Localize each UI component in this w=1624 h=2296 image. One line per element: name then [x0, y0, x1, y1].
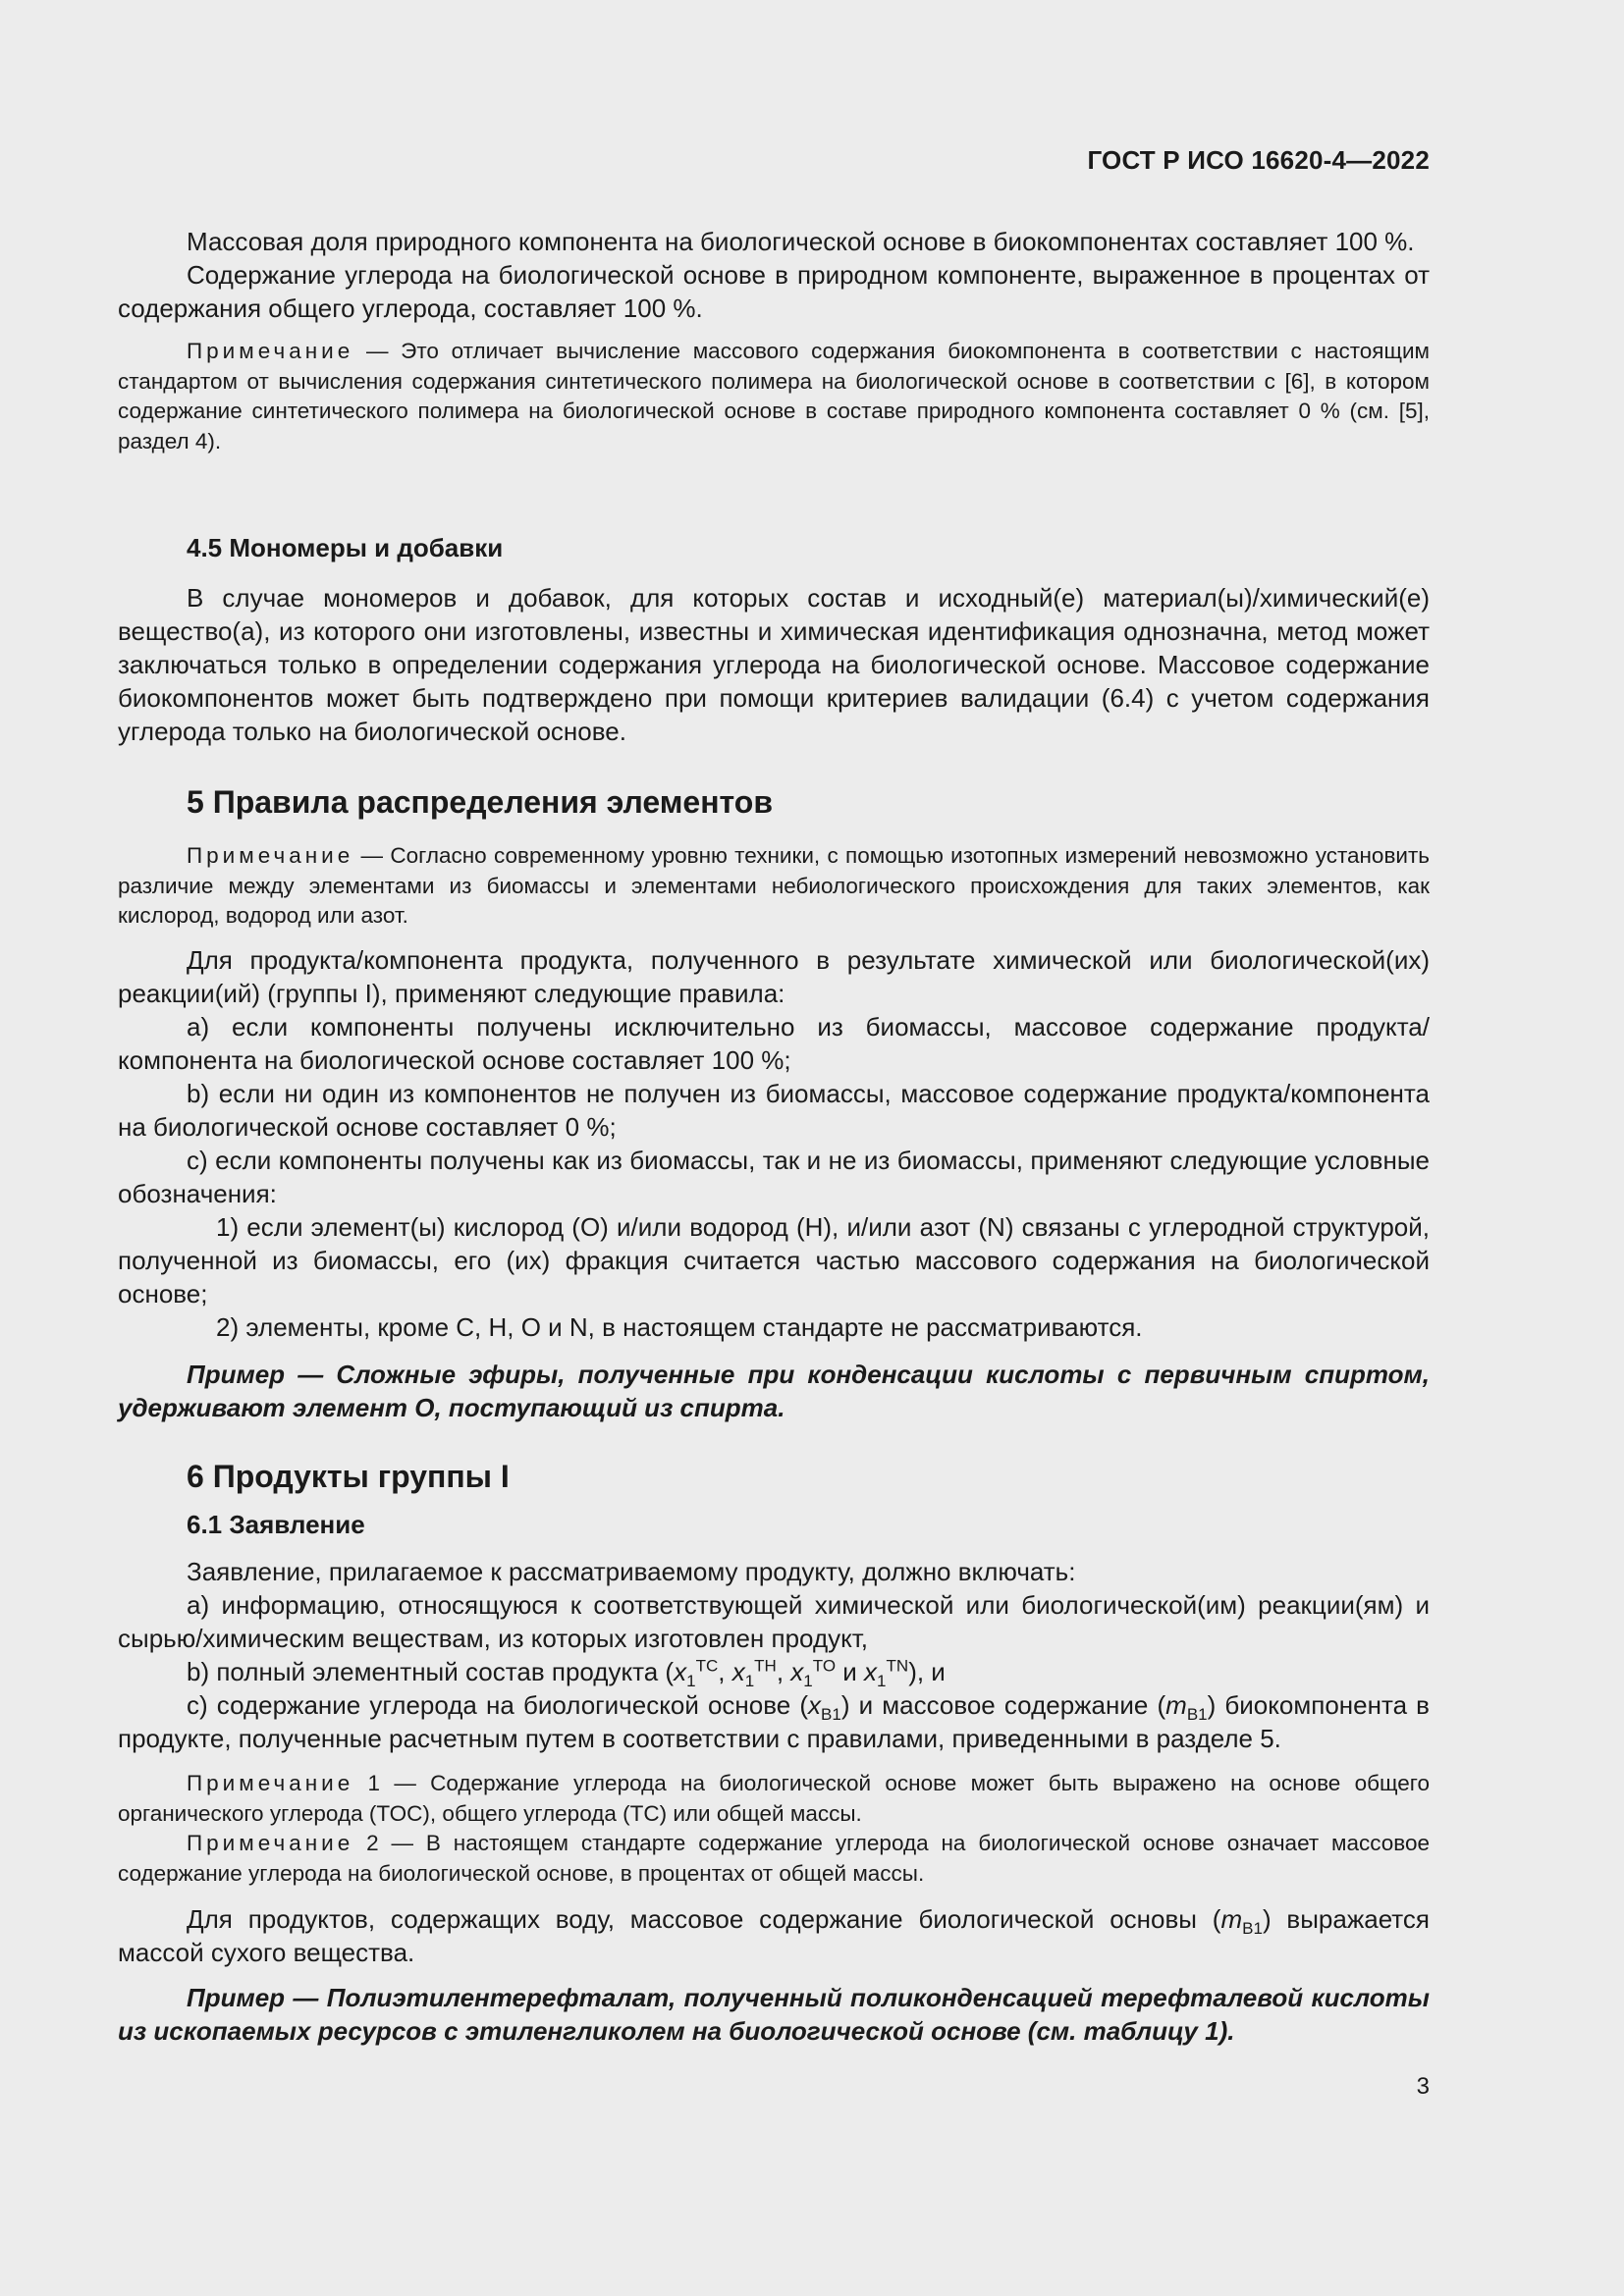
- note-label: Примечание: [187, 1771, 354, 1795]
- paragraph: Массовая доля природного компонента на биологической основе в биокомпонентах составляет 100 %.: [187, 227, 1415, 256]
- paragraph: Для продукта/компонента продукта, полученного в результате химической или биологической(их) реакции(ий) (группы I), применяют следующие правила:: [118, 944, 1430, 1008]
- intro-block: [118, 225, 1430, 456]
- subsection-heading: 6.1 Заявление: [187, 1510, 365, 1539]
- section-heading: 5 Правила распределения элементов: [187, 784, 773, 820]
- paragraph: Содержание углерода на биологической основе в природном компоненте, выраженное в процентах от содержания общего углерода, составляет 100 %.: [118, 260, 1430, 323]
- note-text: — Согласно современному уровню техники, с помощью изотопных измерений невозможно установить различие между элементами из биомассы и элементами небиологического происхождения для таких элементов, как кислород, водород или азот.: [118, 843, 1430, 928]
- note-label: Примечание: [187, 1831, 354, 1855]
- paragraph: Заявление, прилагаемое к рассматриваемому продукту, должно включать:: [187, 1557, 1076, 1586]
- example: Пример — Полиэтилентерефталат, полученный поликонденсацией терефталевой кислоты из ископаемых ресурсов с этиленгликолем на биологической основе (см. таблицу 1).: [118, 1983, 1430, 2046]
- paragraph: В случае мономеров и добавок, для которых состав и исходный(е) материал(ы)/химический(е) вещество(а), из которого они изготовлены, известны и химическая идентификация однозначна, метод может заключаться только в определении содержания углерода на биологической основе. Массовое содержание биокомпонентов может быть подтверждено при помощи критериев валидации (6.4) с учетом содержания углерода только на биологической основе.: [118, 583, 1430, 746]
- paragraph: Для продуктов, содержащих воду, массовое содержание биологической основы $(m_{B1})$ выражается массой сухого вещества.: [118, 1904, 1430, 1967]
- list-item-c: c) содержание углерода на биологической основе $(x_{B1})$ и массовое содержание $(m_{B1})$ биокомпонента в продукте, полученные расчетным путем в соответствии с правилами, приведенными в разделе 5.: [118, 1690, 1430, 1753]
- list-item: c) если компоненты получены как из биомассы, так и не из биомассы, применяют следующие условные обозначения:: [118, 1145, 1430, 1208]
- section-heading: 4.5 Мономеры и добавки: [187, 533, 504, 562]
- page-number: 3: [1416, 2073, 1430, 2100]
- document-code-header: ГОСТ Р ИСО 16620-4—2022: [1087, 145, 1430, 175]
- note: [118, 337, 1430, 456]
- list-item-b: b) полный элементный состав продукта ($x_1^{TC}$, $x_1^{TH}$, $x_1^{TO}$ и $x_1^{TN}$), и: [187, 1656, 946, 1691]
- note: [118, 841, 1430, 932]
- note-text: 2 — В настоящем стандарте содержание углерода на биологической основе означает массовое содержание углерода на биологической основе, в процентах от общей массы.: [118, 1831, 1430, 1886]
- example: Пример — Сложные эфиры, полученные при конденсации кислоты с первичным спиртом, удерживают элемент O, поступающий из спирта.: [118, 1359, 1430, 1422]
- list-item: a) если компоненты получены исключительно из биомассы, массовое содержание продукта/компонента на биологической основе составляет 100 %;: [118, 1011, 1430, 1075]
- note-text: — Это отличает вычисление массового содержания биокомпонента в соответствии с настоящим стандартом от вычисления содержания синтетического полимера на биологической основе в соответствии с [6], в котором содержание синтетического полимера на биологической основе в составе природного компонента составляет 0 % (см. [5], раздел 4).: [118, 339, 1430, 454]
- list-item: b) если ни один из компонентов не получен из биомассы, массовое содержание продукта/компонента на биологической основе составляет 0 %;: [118, 1078, 1430, 1142]
- section-heading: 6 Продукты группы I: [187, 1459, 510, 1494]
- section-4-5: [118, 531, 1430, 748]
- list-item: а) информацию, относящуюся к соответствующей химической или биологической(им) реакции(ям) и сырью/химическим веществам, из которых изготовлен продукт,: [118, 1590, 1430, 1653]
- section-5: [118, 782, 1430, 1424]
- note: [118, 1829, 1430, 1889]
- note-label: Примечание: [187, 843, 354, 868]
- note-text: 1 — Содержание углерода на биологической основе может быть выражено на основе общего органического углерода (TOC), общего углерода (TC) или общей массы.: [118, 1771, 1430, 1826]
- section-6: [118, 1457, 1430, 2048]
- list-item: 1) если элемент(ы) кислород (O) и/или водород (H), и/или азот (N) связаны с углеродной структурой, полученной из биомассы, его (их) фракция считается частью массового содержания на биологической основе;: [118, 1211, 1430, 1308]
- note: [118, 1769, 1430, 1829]
- list-item: 2) элементы, кроме C, H, O и N, в настоящем стандарте не рассматриваются.: [216, 1311, 1143, 1342]
- note-label: Примечание: [187, 339, 354, 363]
